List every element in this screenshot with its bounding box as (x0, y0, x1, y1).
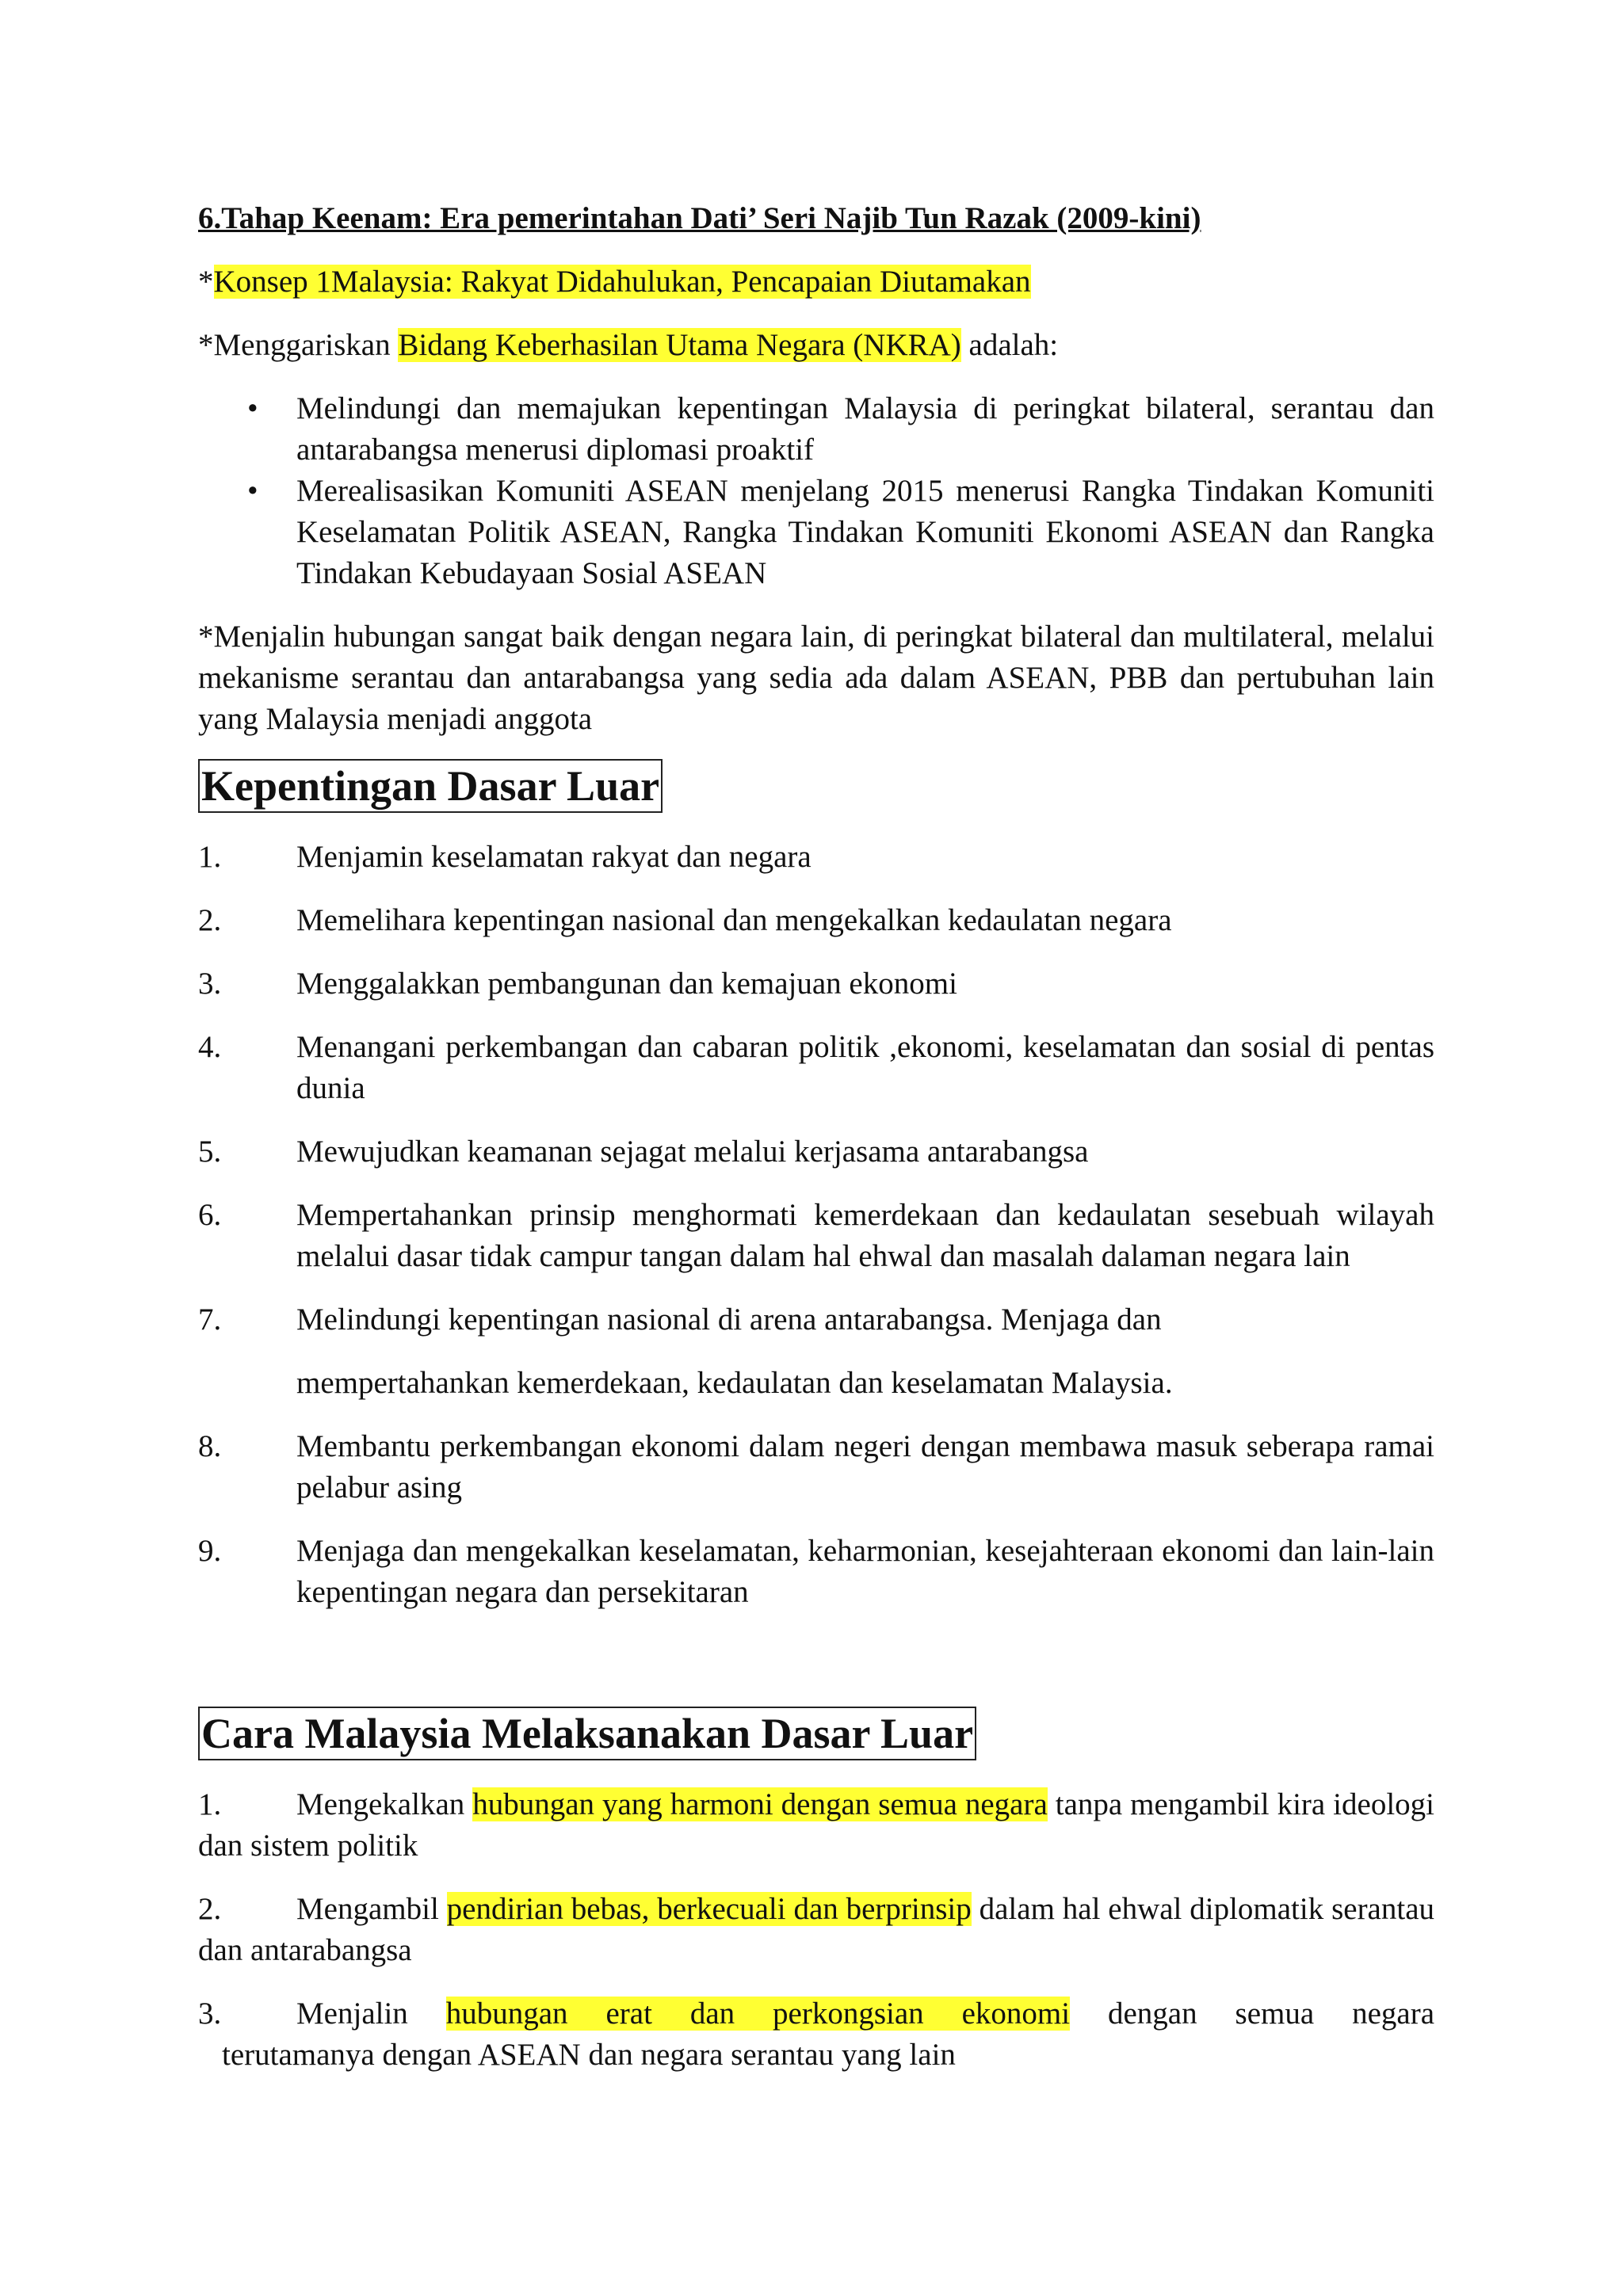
item-text: Memelihara kepentingan nasional dan mengekalkan kedaulatan negara (296, 903, 1172, 937)
cara-heading-wrap (198, 1707, 1434, 1760)
section-heading: 6.Tahap Keenam: Era pemerintahan Dati’ Seri Najib Tun Razak (2009-kini) (198, 201, 1201, 235)
item-number: 1. (198, 840, 222, 874)
list-item (198, 963, 1434, 1005)
bullet-icon: • (247, 391, 258, 425)
list-item (198, 471, 1434, 594)
concept-line (198, 261, 1434, 303)
bullet-list (198, 388, 1434, 594)
item-text: Menjamin keselamatan rakyat dan negara (296, 840, 812, 874)
item-text-continued: terutamanya dengan ASEAN dan negara serantau yang lain (222, 2038, 956, 2072)
item-number: 5. (198, 1135, 222, 1169)
item-number: 4. (198, 1030, 222, 1064)
item-number: 3. (198, 1997, 222, 2031)
item-text-pre: Mengambil (296, 1892, 447, 1926)
list-item (198, 1889, 1434, 1971)
item-highlight: hubungan yang harmoni dengan semua negara (472, 1787, 1048, 1821)
item-number: 3. (198, 967, 222, 1001)
list-item (198, 837, 1434, 878)
bullet-icon: • (247, 474, 258, 508)
item-text: Mewujudkan keamanan sejagat melalui kerjasama antarabangsa (296, 1135, 1089, 1169)
item-text-post: dalam hal ehwal diplomatik serantau dan antarabangsa (198, 1892, 1435, 1967)
item-number: 2. (198, 903, 222, 937)
item-text: Melindungi kepentingan nasional di arena antarabangsa. Menjaga dan (296, 1302, 1162, 1337)
item-text-post: tanpa mengambil kira ideologi dan sistem politik (198, 1787, 1434, 1863)
item-text-continued: mempertahankan kemerdekaan, kedaulatan dan keselamatan Malaysia. (296, 1366, 1173, 1400)
list-item (198, 1027, 1434, 1109)
item-text: Menjaga dan mengekalkan keselamatan, keharmonian, kesejahteraan ekonomi dan lain-lain kepentingan negara dan persekitaran (296, 1534, 1434, 1609)
cara-list (198, 1784, 1434, 2076)
item-text: Mempertahankan prinsip menghormati kemerdekaan dan kedaulatan sesebuah wilayah melalui dasar tidak campur tangan dalam hal ehwal dan masalah dalaman negara lain (296, 1198, 1434, 1273)
list-item (198, 900, 1434, 941)
item-text-post: dengan semua negara (1070, 1997, 1435, 2031)
list-item (198, 388, 1434, 471)
relations-paragraph: *Menjalin hubungan sangat baik dengan negara lain, di peringkat bilateral dan multilateral, melalui mekanisme serantau dan antarabangsa yang sedia ada dalam ASEAN, PBB dan pertubuhan lain yang Malaysia menjadi anggota (198, 620, 1434, 736)
item-number: 8. (198, 1429, 222, 1463)
item-number: 9. (198, 1534, 222, 1568)
nkra-prefix: *Menggariskan (198, 328, 399, 362)
cara-heading: Cara Malaysia Melaksanakan Dasar Luar (198, 1707, 976, 1760)
kepentingan-heading-wrap (198, 759, 1434, 813)
item-number: 7. (198, 1302, 222, 1337)
item-text: Menangani perkembangan dan cabaran politik ,ekonomi, keselamatan dan sosial di pentas dunia (296, 1030, 1434, 1105)
item-text: Menggalakkan pembangunan dan kemajuan ekonomi (296, 967, 957, 1001)
list-item (198, 1299, 1434, 1404)
nkra-line (198, 325, 1434, 366)
list-item (198, 1784, 1434, 1867)
nkra-suffix: adalah: (960, 328, 1059, 362)
bullet-text: Merealisasikan Komuniti ASEAN menjelang 2015 menerusi Rangka Tindakan Komuniti Keselamatan Politik ASEAN, Rangka Tindakan Komuniti Ekonomi ASEAN dan Rangka Tindakan Kebudayaan Sosial ASEAN (296, 474, 1434, 590)
list-item (198, 1426, 1434, 1508)
kepentingan-heading: Kepentingan Dasar Luar (198, 759, 663, 813)
highlighted-nkra: Bidang Keberhasilan Utama Negara (NKRA) (398, 328, 961, 362)
item-highlight: pendirian bebas, berkecuali dan berprinsip (446, 1892, 972, 1926)
list-item (198, 1993, 1434, 2035)
list-item (198, 1195, 1434, 1277)
asterisk: * (198, 265, 214, 299)
bullet-text: Melindungi dan memajukan kepentingan Malaysia di peringkat bilateral, serantau dan antarabangsa menerusi diplomasi proaktif (296, 391, 1434, 467)
list-item (198, 1531, 1434, 1613)
item-number: 1. (198, 1787, 222, 1821)
item-text-pre: Menjalin (296, 1997, 446, 2031)
item-text-pre: Mengekalkan (296, 1787, 473, 1821)
kepentingan-list (198, 837, 1434, 1613)
item-text: Membantu perkembangan ekonomi dalam negeri dengan membawa masuk seberapa ramai pelabur asing (296, 1429, 1434, 1505)
list-item (198, 1131, 1434, 1173)
item-number: 2. (198, 1892, 222, 1926)
item-highlight: hubungan erat dan perkongsian ekonomi (445, 1997, 1071, 2031)
item-number: 6. (198, 1198, 222, 1232)
highlighted-concept: Konsep 1Malaysia: Rakyat Didahulukan, Pencapaian Diutamakan (213, 265, 1031, 299)
